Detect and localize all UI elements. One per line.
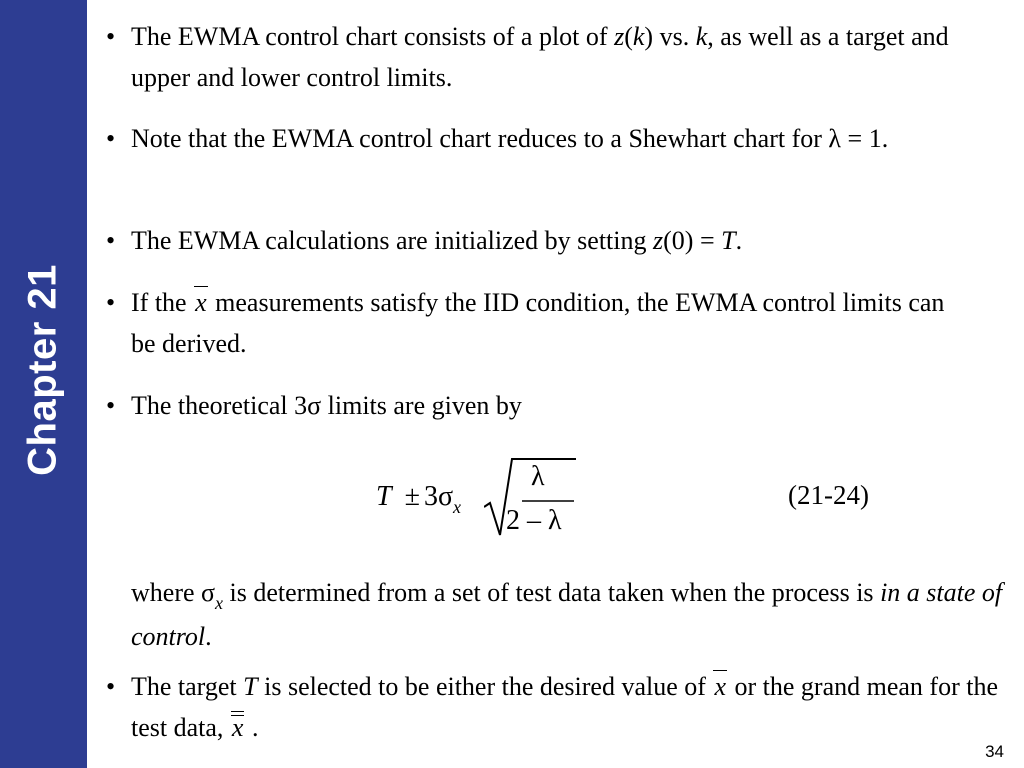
bullet-5-text: The theoretical 3σ limits are given by <box>131 391 522 420</box>
bullet-2-text: Note that the EWMA control chart reduces to a Shewhart chart for λ = 1. <box>131 124 889 153</box>
bullet-dot: • <box>106 288 116 317</box>
bullet-6 <box>106 666 1011 748</box>
bullet-3 <box>106 220 1011 261</box>
fraction-numerator: λ <box>531 461 545 492</box>
bullet-dot: • <box>106 672 116 701</box>
x-bar-symbol: x <box>712 666 728 707</box>
control-limit-equation: $T \pm 3\sigma_x$ λ 2 – λ <box>376 455 606 545</box>
bullet-2 <box>106 118 1011 159</box>
bullet-dot: • <box>106 22 116 51</box>
x-double-bar-symbol: x <box>230 707 246 748</box>
bullet-dot: • <box>106 124 116 153</box>
bullet-3-text: The EWMA calculations are initialized by setting z(0) = T. <box>131 226 743 255</box>
equation-number: (21-24) <box>788 480 869 510</box>
bullet-5 <box>106 385 1011 426</box>
fraction-denominator: 2 – λ <box>506 505 562 536</box>
chapter-label: Chapter 21 <box>20 264 65 476</box>
bullet-4 <box>106 282 1011 364</box>
bullet-6-text: The target T is selected to be either the desired value of x or the grand mean for the test data, x . <box>131 666 1011 748</box>
chapter-sidebar <box>0 0 87 768</box>
slide-number: 34 <box>985 742 1004 761</box>
x-bar-symbol: x <box>193 282 209 323</box>
where-explanation: where $\sigma_x$ is determined from a set of test data taken when the process is in a state of control. <box>131 578 1003 651</box>
bullet-dot: • <box>106 391 116 420</box>
bullet-1-text: The EWMA control chart consists of a plot of z(k) vs. k, as well as a target and upper and lower control limits. <box>131 22 949 92</box>
bullet-1 <box>106 16 1011 98</box>
bullet-4-text: If the x measurements satisfy the IID condition, the EWMA control limits can be derived. <box>131 282 961 364</box>
bullet-dot: • <box>106 226 116 255</box>
